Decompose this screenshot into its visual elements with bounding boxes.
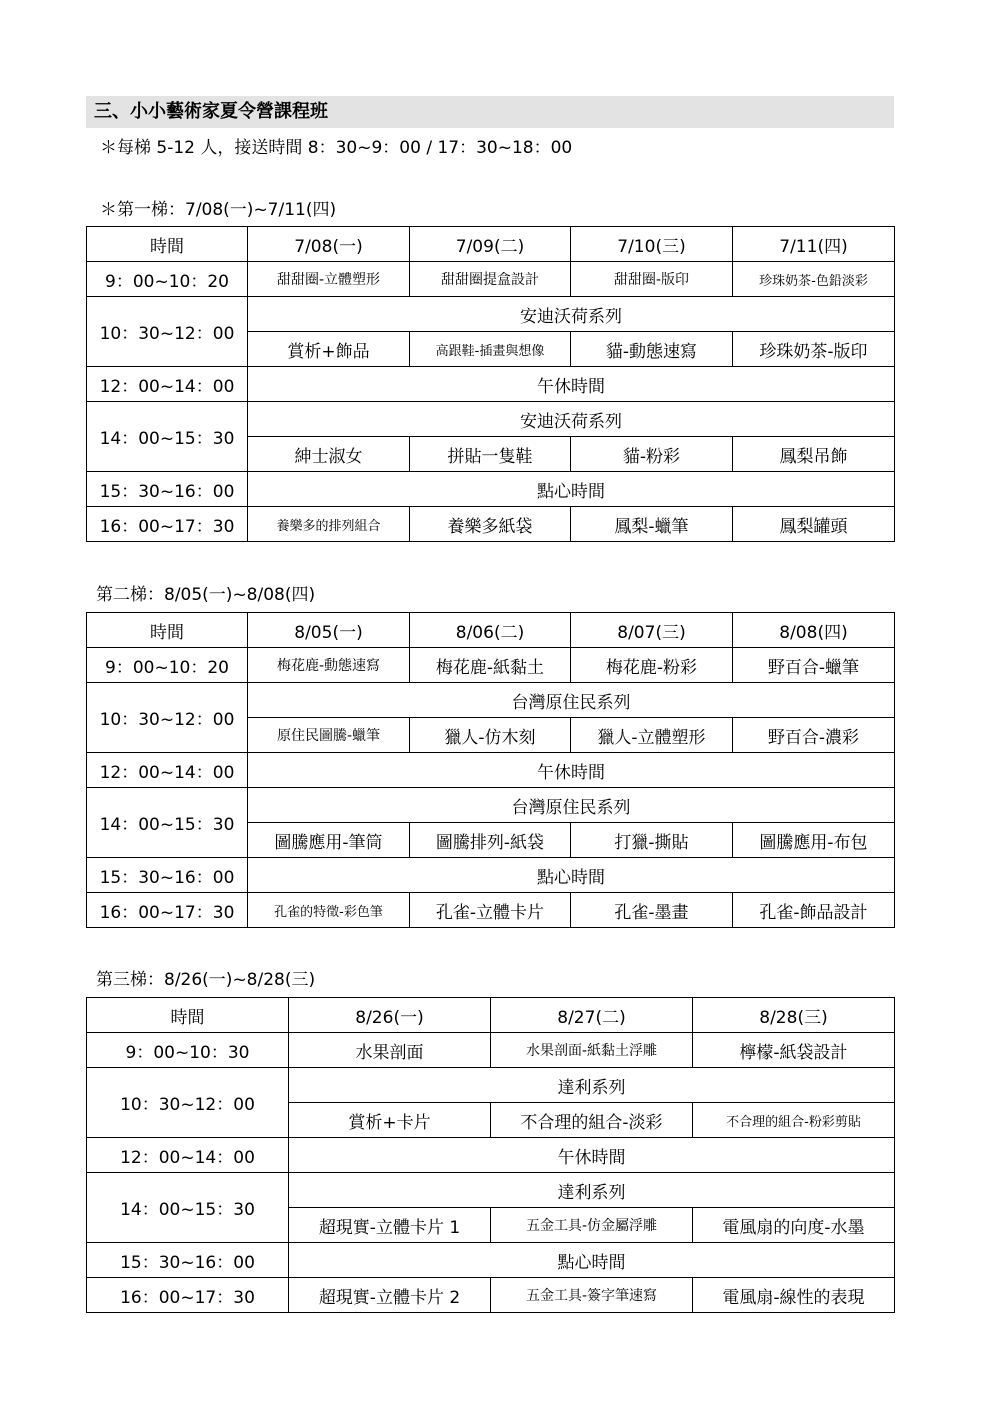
course-cell: 不合理的組合-粉彩剪貼: [693, 1103, 895, 1138]
time-cell: 15：30~16：00: [87, 1243, 289, 1278]
session-2-table: [86, 612, 895, 928]
session-1-heading: ＊第一梯：7/08(一)~7/11(四): [100, 200, 337, 220]
table-row: [87, 262, 895, 297]
time-cell: 12：00~14：00: [87, 753, 248, 788]
course-cell: 孔雀-墨畫: [571, 893, 733, 928]
course-cell: 水果剖面: [289, 1033, 491, 1068]
table-row: [87, 753, 895, 788]
table-row: [87, 402, 895, 437]
time-cell: 10：30~12：00: [87, 1068, 289, 1138]
course-cell: 紳士淑女: [248, 437, 410, 472]
session-3-table: [86, 997, 895, 1313]
series-cell: 台灣原住民系列: [248, 683, 895, 718]
header-cell: 8/06(二): [410, 613, 571, 648]
header-row: [87, 227, 895, 262]
course-cell: 電風扇的向度-水墨: [693, 1208, 895, 1243]
table-row: [87, 1243, 895, 1278]
table-row: [87, 297, 895, 332]
course-cell: 養樂多紙袋: [410, 507, 571, 542]
course-cell: 孔雀的特徵-彩色筆: [248, 893, 410, 928]
table-row: [87, 1033, 895, 1068]
pickup-note: ＊每梯 5-12 人，接送時間 8：30~9：00 / 17：30~18：00: [100, 138, 573, 158]
time-cell: 16：00~17：30: [87, 507, 248, 542]
time-cell: 15：30~16：00: [87, 472, 248, 507]
course-cell: 圖騰應用-筆筒: [248, 823, 410, 858]
course-cell: 甜甜圈提盒設計: [410, 262, 571, 297]
course-cell: 五金工具-仿金屬浮雕: [491, 1208, 693, 1243]
table-row: [87, 683, 895, 718]
header-cell: 8/27(二): [491, 998, 693, 1033]
course-cell: 鳳梨吊飾: [733, 437, 895, 472]
course-cell: 孔雀-飾品設計: [733, 893, 895, 928]
header-row: [87, 613, 895, 648]
course-cell: 拼貼一隻鞋: [410, 437, 571, 472]
time-cell: 14：00~15：30: [87, 402, 248, 472]
course-cell: 檸檬-紙袋設計: [693, 1033, 895, 1068]
course-cell: 鳳梨罐頭: [733, 507, 895, 542]
header-cell: 8/05(一): [248, 613, 410, 648]
time-cell: 15：30~16：00: [87, 858, 248, 893]
table-row: [87, 472, 895, 507]
table-row: [87, 858, 895, 893]
header-cell: 時間: [87, 998, 289, 1033]
header-cell: 8/08(四): [733, 613, 895, 648]
course-cell: 珍珠奶茶-版印: [733, 332, 895, 367]
series-cell: 安迪沃荷系列: [248, 297, 895, 332]
table-row: [87, 1068, 895, 1103]
course-cell: 獵人-立體塑形: [571, 718, 733, 753]
break-cell: 點心時間: [248, 472, 895, 507]
table-row: [87, 648, 895, 683]
time-cell: 16：00~17：30: [87, 1278, 289, 1313]
course-cell: 貓-動態速寫: [571, 332, 733, 367]
header-cell: 7/11(四): [733, 227, 895, 262]
header-cell: 時間: [87, 613, 248, 648]
course-cell: 水果剖面-紙黏土浮雕: [491, 1033, 693, 1068]
course-cell: 梅花鹿-紙黏土: [410, 648, 571, 683]
time-cell: 9：00~10：20: [87, 262, 248, 297]
time-cell: 12：00~14：00: [87, 1138, 289, 1173]
session-1-table: [86, 226, 895, 542]
header-cell: 時間: [87, 227, 248, 262]
section-title: 三、小小藝術家夏令營課程班: [86, 96, 894, 128]
series-cell: 達利系列: [289, 1068, 895, 1103]
header-cell: 8/28(三): [693, 998, 895, 1033]
header-cell: 7/10(三): [571, 227, 733, 262]
course-cell: 珍珠奶茶-色鉛淡彩: [733, 262, 895, 297]
header-cell: 7/08(一): [248, 227, 410, 262]
time-cell: 12：00~14：00: [87, 367, 248, 402]
table-row: [87, 1173, 895, 1208]
time-cell: 9：00~10：20: [87, 648, 248, 683]
series-cell: 達利系列: [289, 1173, 895, 1208]
course-cell: 貓-粉彩: [571, 437, 733, 472]
course-cell: 野百合-濃彩: [733, 718, 895, 753]
course-cell: 五金工具-簽字筆速寫: [491, 1278, 693, 1313]
time-cell: 14：00~15：30: [87, 788, 248, 858]
header-cell: 8/07(三): [571, 613, 733, 648]
time-cell: 10：30~12：00: [87, 297, 248, 367]
course-cell: 養樂多的排列組合: [248, 507, 410, 542]
time-cell: 14：00~15：30: [87, 1173, 289, 1243]
course-cell: 打獵-撕貼: [571, 823, 733, 858]
break-cell: 點心時間: [248, 858, 895, 893]
table-row: [87, 507, 895, 542]
header-row: [87, 998, 895, 1033]
break-cell: 午休時間: [248, 753, 895, 788]
course-cell: 梅花鹿-粉彩: [571, 648, 733, 683]
course-cell: 圖騰應用-布包: [733, 823, 895, 858]
session-3-heading: 第三梯：8/26(一)~8/28(三): [96, 970, 316, 990]
course-cell: 原住民圖騰-蠟筆: [248, 718, 410, 753]
header-cell: 8/26(一): [289, 998, 491, 1033]
session-2-heading: 第二梯：8/05(一)~8/08(四): [96, 585, 316, 605]
course-cell: 高跟鞋-插畫與想像: [410, 332, 571, 367]
course-cell: 野百合-蠟筆: [733, 648, 895, 683]
break-cell: 午休時間: [289, 1138, 895, 1173]
time-cell: 9：00~10：30: [87, 1033, 289, 1068]
time-cell: 16：00~17：30: [87, 893, 248, 928]
series-cell: 安迪沃荷系列: [248, 402, 895, 437]
course-cell: 超現實-立體卡片 1: [289, 1208, 491, 1243]
table-row: [87, 1278, 895, 1313]
course-cell: 賞析+飾品: [248, 332, 410, 367]
course-cell: 圖騰排列-紙袋: [410, 823, 571, 858]
course-cell: 梅花鹿-動態速寫: [248, 648, 410, 683]
course-cell: 鳳梨-蠟筆: [571, 507, 733, 542]
break-cell: 點心時間: [289, 1243, 895, 1278]
table-row: [87, 893, 895, 928]
course-cell: 獵人-仿木刻: [410, 718, 571, 753]
table-row: [87, 788, 895, 823]
header-cell: 7/09(二): [410, 227, 571, 262]
table-row: [87, 1138, 895, 1173]
course-cell: 賞析+卡片: [289, 1103, 491, 1138]
break-cell: 午休時間: [248, 367, 895, 402]
time-cell: 10：30~12：00: [87, 683, 248, 753]
table-row: [87, 367, 895, 402]
course-cell: 甜甜圈-立體塑形: [248, 262, 410, 297]
series-cell: 台灣原住民系列: [248, 788, 895, 823]
course-cell: 甜甜圈-版印: [571, 262, 733, 297]
course-cell: 電風扇-線性的表現: [693, 1278, 895, 1313]
course-cell: 孔雀-立體卡片: [410, 893, 571, 928]
course-cell: 超現實-立體卡片 2: [289, 1278, 491, 1313]
course-cell: 不合理的組合-淡彩: [491, 1103, 693, 1138]
